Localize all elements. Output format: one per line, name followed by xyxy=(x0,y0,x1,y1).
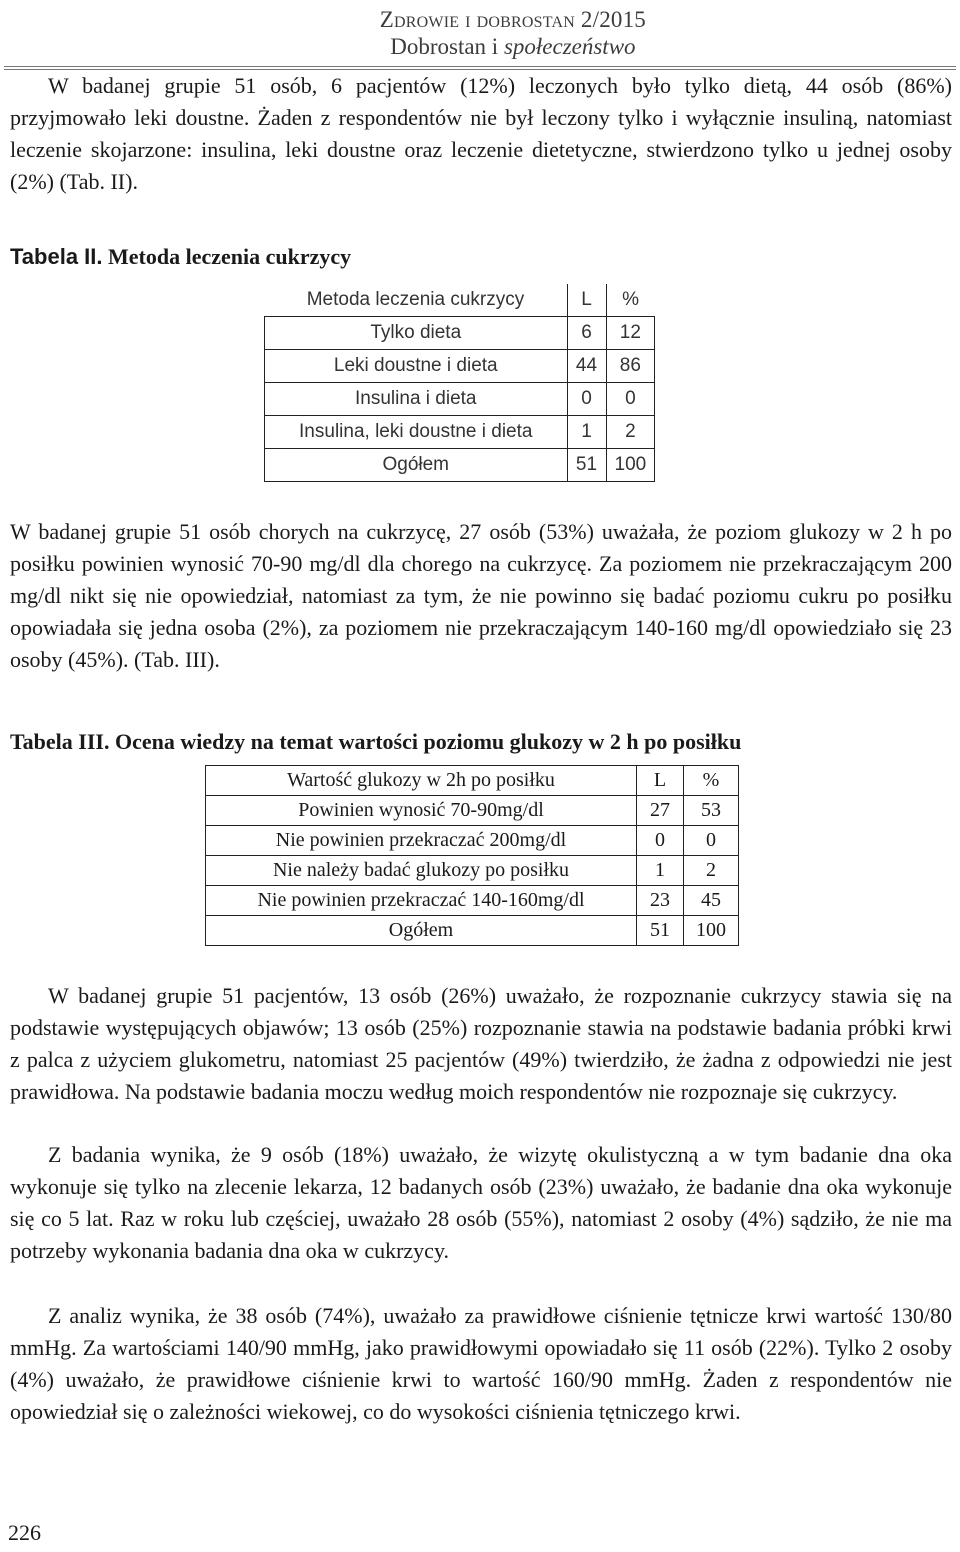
table-cell: 0 xyxy=(637,826,684,856)
table-row xyxy=(206,796,739,826)
table-cell: Tylko dieta xyxy=(265,317,568,350)
table-cell: 53 xyxy=(684,796,739,826)
table-cell: 45 xyxy=(684,886,739,916)
table-header-cell: Wartość glukozy w 2h po posiłku xyxy=(206,766,637,796)
table-cell: Ogółem xyxy=(206,916,637,946)
paragraph-1: W badanej grupie 51 osób, 6 pacjentów (12%) leczonych było tylko dietą, 44 osób (86%) przyjmowało leki doustne. Żaden z respondentów nie był leczony tylko i wyłącznie insuliną, natomiast leczenie skojarzone: insulina, leki doustne oraz leczenie dietetyczne, stwierdzono tylko u jednej osoby (2%) (Tab. II). xyxy=(10,73,952,194)
table-cell: 0 xyxy=(606,383,655,416)
table-row xyxy=(265,350,655,383)
table3-caption: Tabela III. Ocena wiedzy na temat wartości poziomu glukozy w 2 h po posiłku xyxy=(10,729,742,754)
table-3 xyxy=(205,765,739,946)
table-cell: 44 xyxy=(567,350,606,383)
table-cell: Nie powinien przekraczać 140-160mg/dl xyxy=(206,886,637,916)
table-cell: 27 xyxy=(637,796,684,826)
table-row xyxy=(265,383,655,416)
table-row xyxy=(206,856,739,886)
paragraph-2: W badanej grupie 51 osób chorych na cukrzycę, 27 osób (53%) uważała, że poziom glukozy w 2 h po posiłku powinien wynosić 70-90 mg/dl dla chorego na cukrzycę. Za poziomem nie przekraczającym 200 mg/dl nikt się nie opowiedział, natomiast za tym, że nie powinno się badać poziomu cukru po posiłku opowiadała się jedna osoba (2%), za poziomem nie przekraczającym 140-160 mg/dl opowiedziało się 23 osoby (45%). (Tab. III). xyxy=(10,519,952,672)
section-title-italic: społeczeństwo xyxy=(503,34,636,59)
table-cell: 6 xyxy=(567,317,606,350)
table-header-cell: L xyxy=(567,284,606,317)
table2-caption-title: Metoda leczenia cukrzycy xyxy=(102,244,352,269)
table-row xyxy=(206,886,739,916)
table-header-row xyxy=(206,766,739,796)
table-cell: 100 xyxy=(606,449,655,482)
table-cell: 2 xyxy=(684,856,739,886)
page-number: 226 xyxy=(8,1520,41,1545)
table-cell: 2 xyxy=(606,416,655,449)
paragraph-3: W badanej grupie 51 pacjentów, 13 osób (26%) uważało, że rozpoznanie cukrzycy stawia się na podstawie występujących objawów; 13 osób (25%) rozpoznanie stawia na podstawie badania próbki krwi z palca z użyciem glukometru, natomiast 25 pacjentów (49%) twierdziło, że żadna z odpowiedzi nie jest prawidłowa. Na podstawie badania moczu według moich respondentów nie rozpoznaje się cukrzycy. xyxy=(10,983,952,1104)
table2-caption-label: Tabela II. xyxy=(10,244,103,269)
table-2 xyxy=(264,284,655,482)
table-cell: 0 xyxy=(567,383,606,416)
table-cell: Powinien wynosić 70-90mg/dl xyxy=(206,796,637,826)
table-cell: Insulina, leki doustne i dieta xyxy=(265,416,568,449)
table-row xyxy=(265,449,655,482)
table-cell: 1 xyxy=(567,416,606,449)
table-row xyxy=(206,916,739,946)
table-cell: 1 xyxy=(637,856,684,886)
journal-title: Zdrowie i dobrostan 2/2015 xyxy=(379,7,646,32)
table-cell: 51 xyxy=(567,449,606,482)
section-title xyxy=(380,33,646,60)
table-header-cell: L xyxy=(637,766,684,796)
table-cell: Ogółem xyxy=(265,449,568,482)
table-row xyxy=(206,826,739,856)
table-cell: 12 xyxy=(606,317,655,350)
table-header-cell: Metoda leczenia cukrzycy xyxy=(265,284,568,317)
table-header-row xyxy=(265,284,655,317)
table-row xyxy=(265,317,655,350)
table-cell: 100 xyxy=(684,916,739,946)
table-cell: 23 xyxy=(637,886,684,916)
paragraph-4: Z badania wynika, że 9 osób (18%) uważało, że wizytę okulistyczną a w tym badanie dna oka wykonuje się tylko na zlecenie lekarza, 12 badanych osób (23%) uważało, że badanie dna oka wykonuje się co 5 lat. Raz w roku lub częściej, uważało 28 osób (55%), natomiast 2 osoby (4%) sądziło, że nie ma potrzeby wykonania badania dna oka w cukrzycy. xyxy=(10,1142,952,1263)
section-title-plain: Dobrostan i xyxy=(390,34,504,59)
table-header-cell: % xyxy=(606,284,655,317)
table2-caption xyxy=(10,243,351,271)
table-header-cell: % xyxy=(684,766,739,796)
table-cell: 0 xyxy=(684,826,739,856)
table-cell: 51 xyxy=(637,916,684,946)
table-cell: 86 xyxy=(606,350,655,383)
paragraph-5: Z analiz wynika, że 38 osób (74%), uważało za prawidłowe ciśnienie tętnicze krwi wartość 130/80 mmHg. Za wartościami 140/90 mmHg, jako prawidłowymi opowiadało się 11 osób (22%). Tylko 2 osoby (4%) uważało, że prawidłowe ciśnienie krwi to wartość 160/90 mmHg. Żaden z respondentów nie opowiedział się o zależności wiekowej, co do wysokości ciśnienia tętniczego krwi. xyxy=(10,1303,952,1424)
table-cell: Leki doustne i dieta xyxy=(265,350,568,383)
table-cell: Insulina i dieta xyxy=(265,383,568,416)
table-row xyxy=(265,416,655,449)
table-cell: Nie należy badać glukozy po posiłku xyxy=(206,856,637,886)
running-header xyxy=(380,6,646,60)
table-cell: Nie powinien przekraczać 200mg/dl xyxy=(206,826,637,856)
